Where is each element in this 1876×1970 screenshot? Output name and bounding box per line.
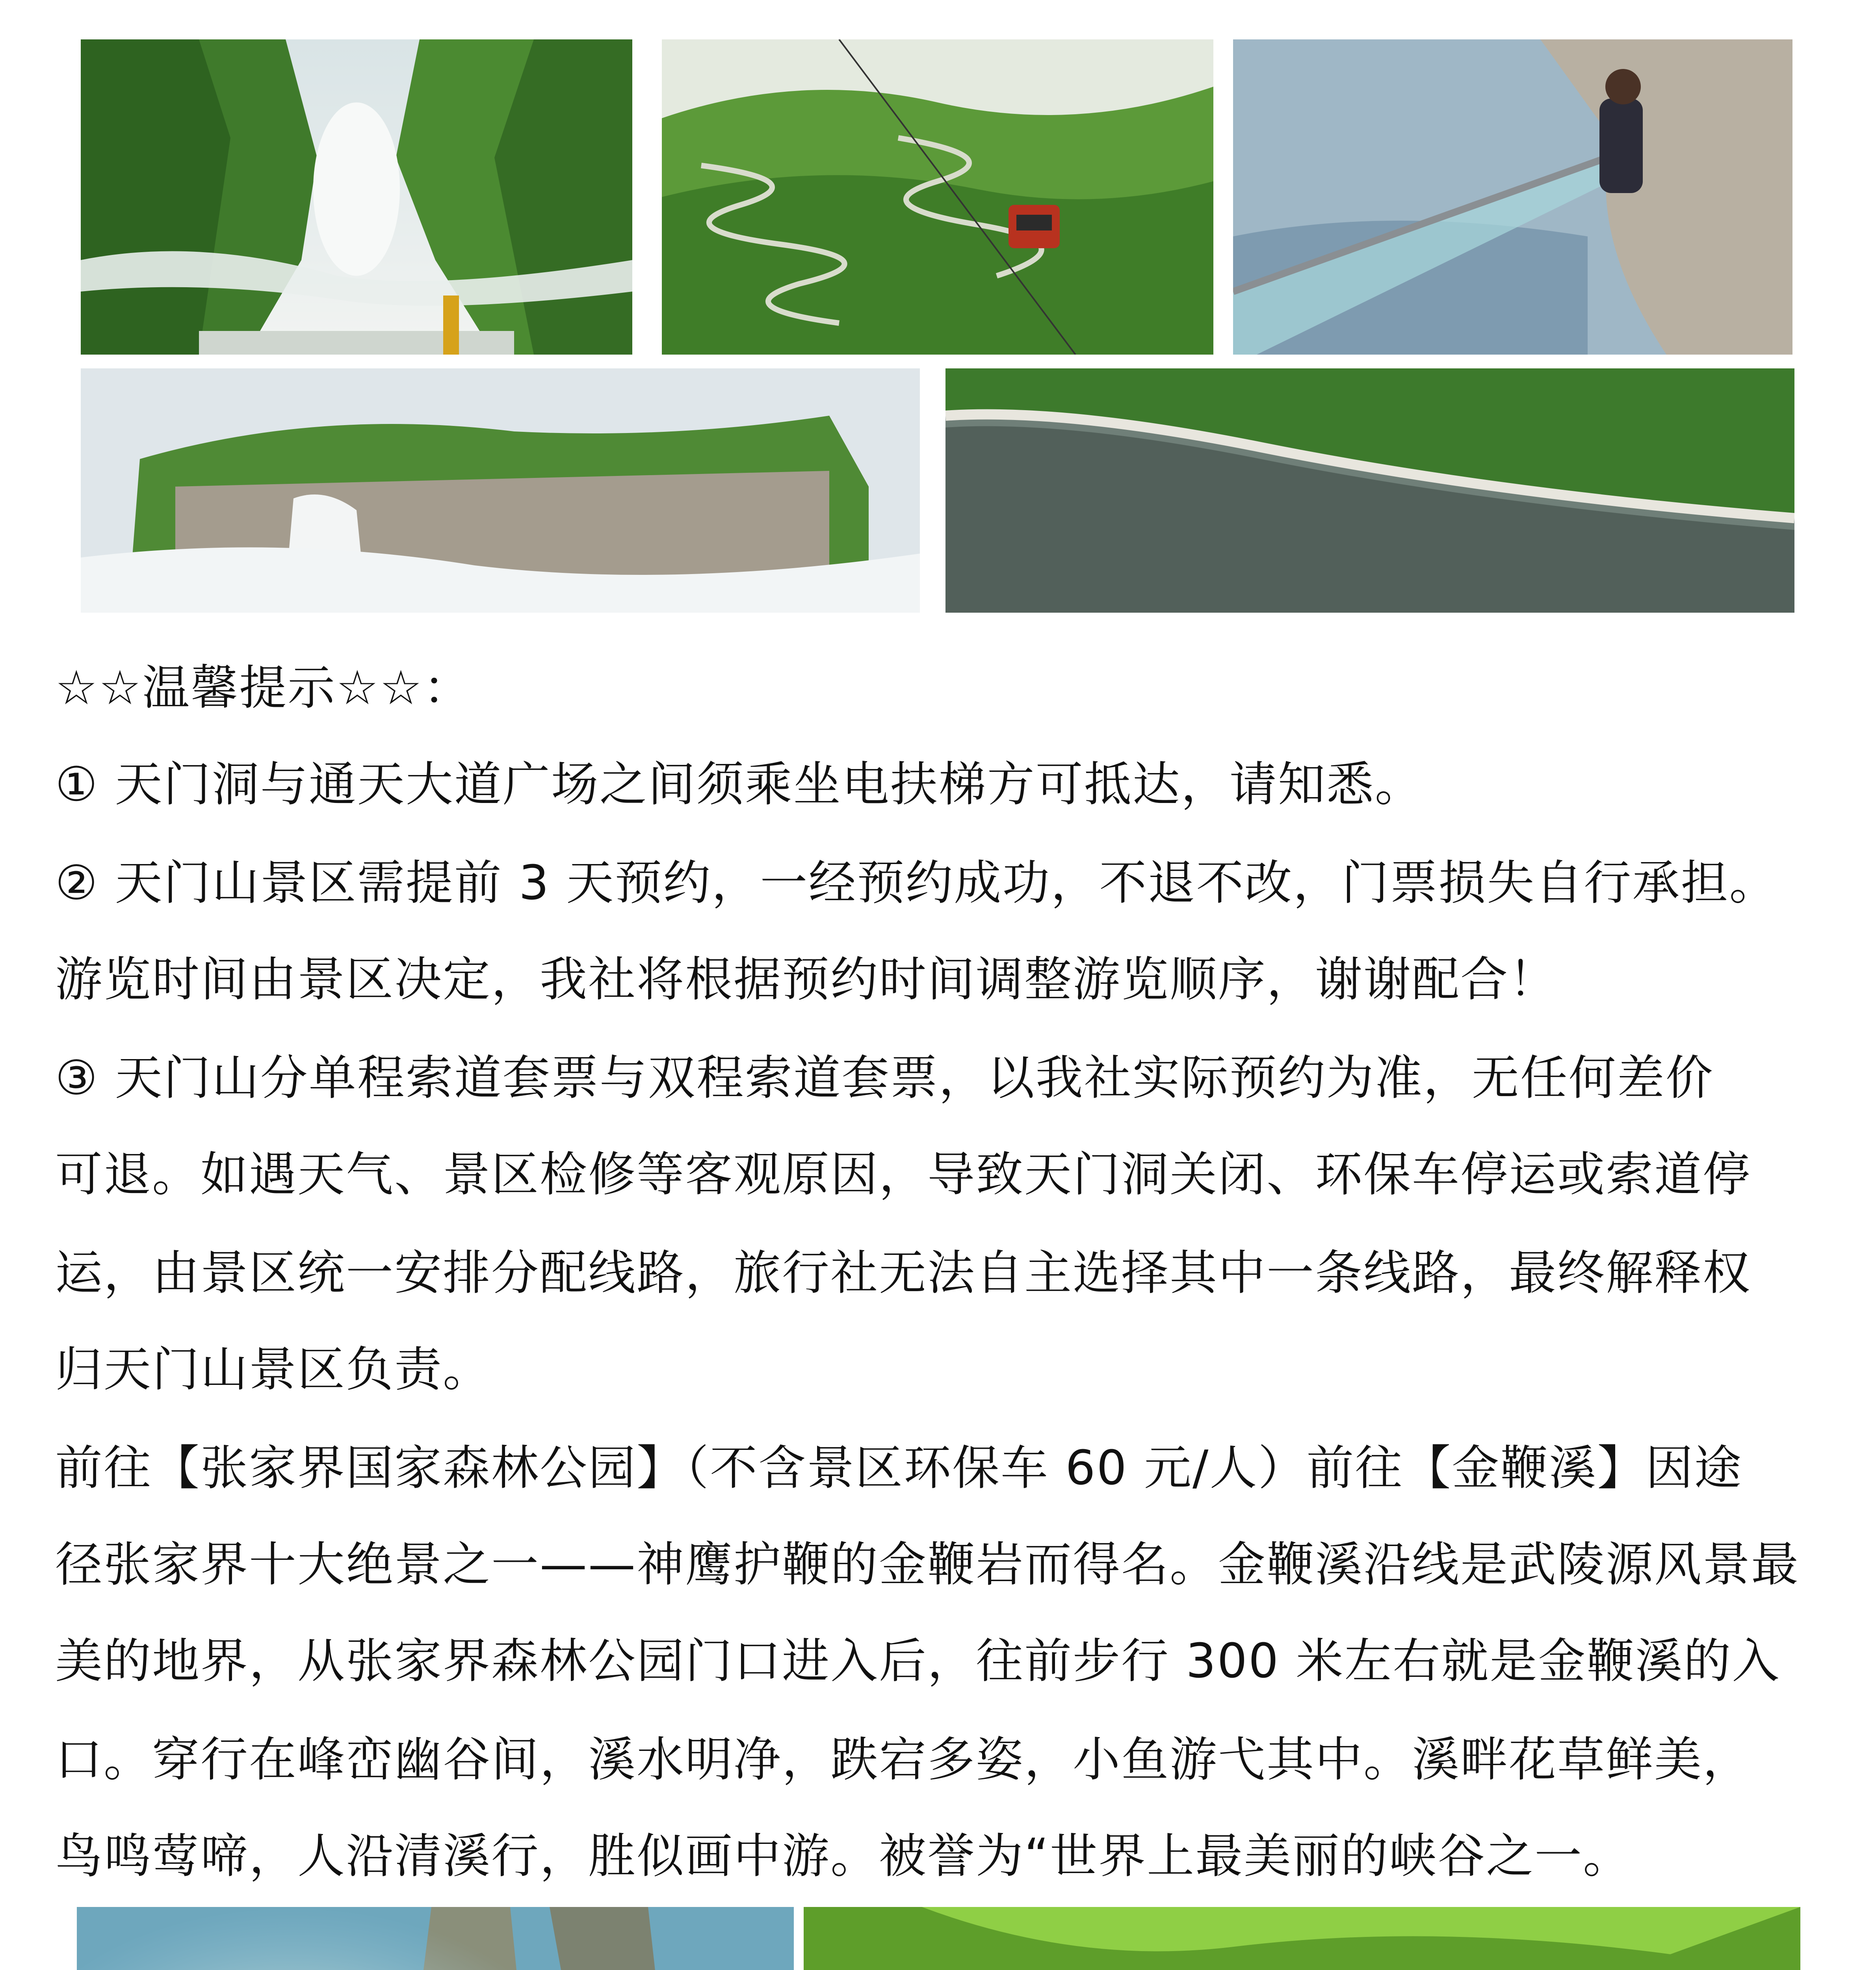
forest-line: 鸟鸣莺啼，人沿清溪行，胜似画中游。被誉为“世界上最美丽的峡谷之一。	[55, 1829, 1632, 1884]
tips-line: ② 天门山景区需提前 3 天预约，一经预约成功，不退不改，门票损失自行承担。	[55, 856, 1778, 911]
forest-line: 美的地界，从张家界森林公园门口进入后，往前步行 300 米左右就是金鞭溪的入	[55, 1634, 1781, 1689]
tips-heading: ☆☆温馨提示☆☆：	[55, 661, 472, 716]
tips-line: 可退。如遇天气、景区检修等客观原因，导致天门洞关闭、环保车停运或索道停	[55, 1147, 1751, 1202]
tips-line: 运，由景区统一安排分配线路，旅行社无法自主选择其中一条线路，最终解释权	[55, 1246, 1751, 1301]
forest-line: 前往【张家界国家森林公园】（不含景区环保车 60 元/人）前往【金鞭溪】因途	[55, 1441, 1743, 1496]
tips-line: 归天门山景区负责。	[55, 1342, 491, 1397]
photo-jinbian-stream-sunlight	[77, 1907, 794, 1970]
photo-cliff-plank-road	[945, 368, 1794, 613]
photo-cable-car-winding-road	[662, 39, 1213, 355]
photo-tianmen-cave-waterfall	[81, 39, 632, 355]
photo-forest-bridge	[804, 1907, 1800, 1970]
forest-line: 口。穿行在峰峦幽谷间，溪水明净，跌宕多姿，小鱼游弋其中。溪畔花草鲜美，	[55, 1732, 1751, 1787]
photo-glass-skywalk	[1233, 39, 1792, 355]
tips-line: ① 天门洞与通天大道广场之间须乘坐电扶梯方可抵达，请知悉。	[55, 757, 1423, 812]
tips-line: ③ 天门山分单程索道套票与双程索道套票，以我社实际预约为准，无任何差价	[55, 1051, 1714, 1106]
photo-tianmen-mountain-clouds	[81, 368, 920, 613]
forest-line: 径张家界十大绝景之一——神鹰护鞭的金鞭岩而得名。金鞭溪沿线是武陵源风景最	[55, 1537, 1800, 1592]
tips-line: 游览时间由景区决定，我社将根据预约时间调整游览顺序，谢谢配合！	[55, 952, 1557, 1007]
